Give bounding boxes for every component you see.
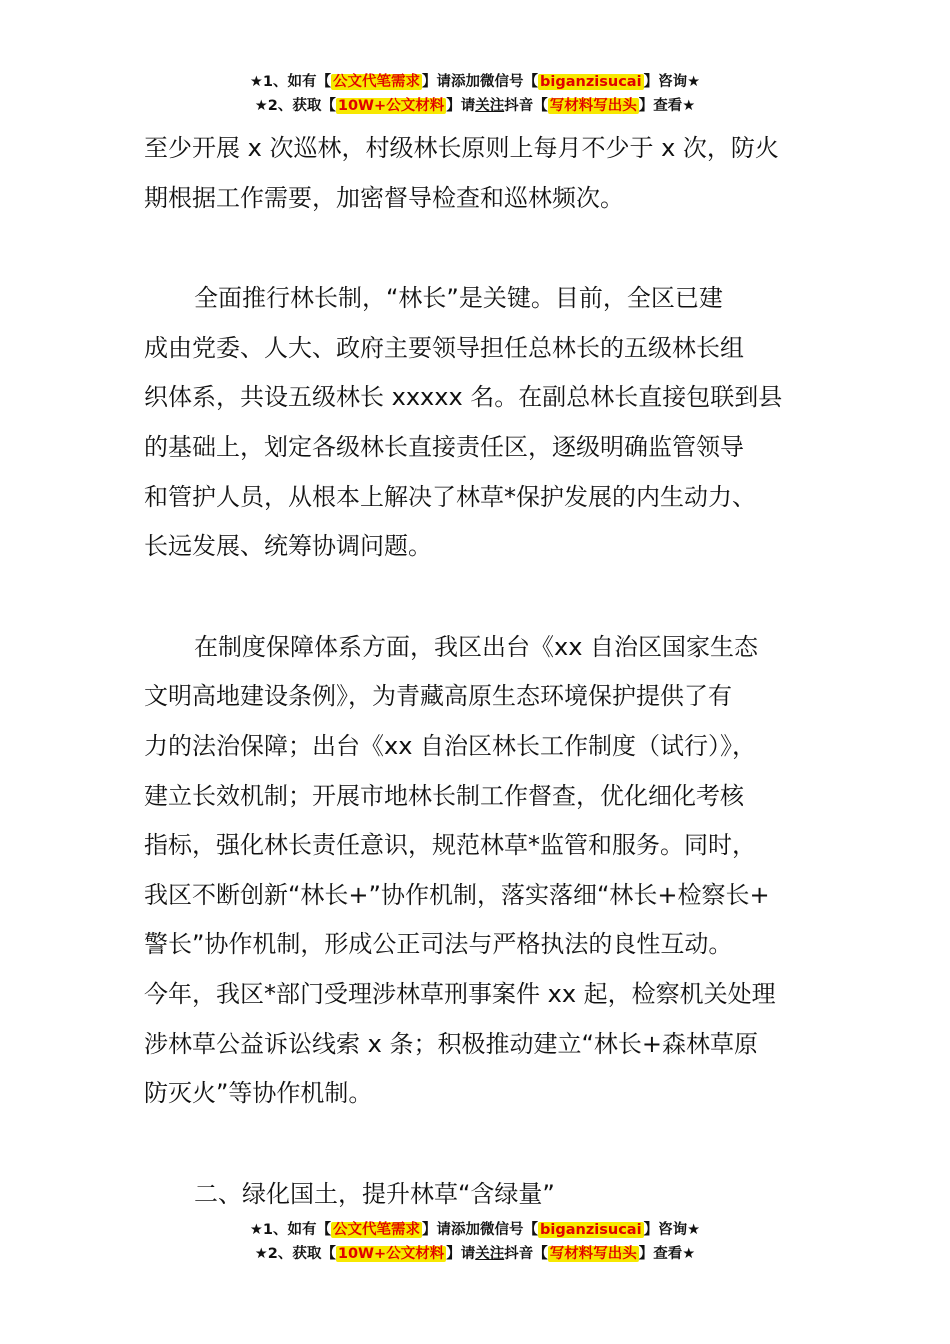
- top-banner: [0, 70, 950, 118]
- banner-line-1: ★1、如有【 公文代笔需求 】请添加微信号【 biganzisucai 】咨询★: [249, 74, 701, 90]
- highlight-service: 公文代笔需求: [333, 74, 421, 90]
- paragraph-2-line-4: 的基础上，划定各级林长直接责任区，逐级明确监管领导: [144, 432, 744, 461]
- paragraph-3-line-4: 建立长效机制；开展市地林长制工作督查，优化细化考核: [144, 781, 744, 810]
- paragraph-3-line-2: 文明高地建设条例》，为青藏高原生态环境保护提供了有: [144, 682, 732, 711]
- paragraph-3-line-8: 今年，我区*部门受理涉林草刑事案件 xx 起，检察机关处理: [144, 979, 776, 1008]
- footer-highlight-wechat-id: biganzisucai: [540, 1222, 642, 1238]
- paragraph-3-line-5: 指标，强化林长责任意识，规范林草*监管和服务。同时，: [144, 831, 756, 860]
- footer-highlight-service: 公文代笔需求: [333, 1222, 421, 1238]
- footer-highlight-materials: 10W+公文材料: [337, 1246, 445, 1262]
- paragraph-3-line-6: 我区不断创新“林长+”协作机制，落实落细“林长+检察长+: [144, 880, 770, 909]
- section-heading: 二、绿化国土，提升林草“含绿量”: [194, 1179, 555, 1208]
- paragraph-2-line-2: 成由党委、人大、政府主要领导担任总林长的五级林长组: [144, 333, 744, 362]
- document-body: [144, 124, 816, 1219]
- footer-line-2: ★2、获取【 10W+公文材料 】请关注抖音【 写材料写出头 】查看★: [254, 1246, 696, 1262]
- paragraph-2-line-5: 和管护人员，从根本上解决了林草*保护发展的内生动力、: [144, 482, 756, 511]
- banner-line-2: ★2、获取【 10W+公文材料 】请关注抖音【 写材料写出头 】查看★: [254, 98, 696, 114]
- paragraph-2-line-1: 全面推行林长制，“林长”是关键。目前，全区已建: [194, 284, 723, 313]
- highlight-douyin: 写材料写出头: [549, 98, 637, 114]
- paragraph-1-line-2: 期根据工作需要，加密督导检查和巡林频次。: [144, 183, 624, 212]
- paragraph-3-line-1: 在制度保障体系方面，我区出台《xx 自治区国家生态: [194, 632, 759, 661]
- paragraph-1-line-1: 至少开展 x 次巡林，村级林长原则上每月不少于 x 次，防火: [144, 134, 779, 162]
- paragraph-3-line-3: 力的法治保障；出台《xx 自治区林长工作制度（试行）》，: [144, 731, 757, 760]
- highlight-wechat-id: biganzisucai: [540, 74, 642, 90]
- paragraph-3-line-9: 涉林草公益诉讼线索 x 条；积极推动建立“林长+森林草原: [144, 1029, 759, 1058]
- paragraph-2-line-6: 长远发展、统筹协调问题。: [144, 532, 432, 561]
- highlight-materials: 10W+公文材料: [337, 98, 445, 114]
- paragraph-3-line-7: 警长”协作机制，形成公正司法与严格执法的良性互动。: [144, 930, 733, 959]
- footer-highlight-douyin: 写材料写出头: [549, 1246, 637, 1262]
- bottom-banner: [0, 1218, 950, 1266]
- paragraph-2-line-3: 织体系，共设五级林长 xxxxx 名。在副总林长直接包联到县: [144, 383, 783, 412]
- footer-line-1: ★1、如有【 公文代笔需求 】请添加微信号【 biganzisucai 】咨询★: [249, 1222, 701, 1238]
- paragraph-3-line-10: 防灭火”等协作机制。: [144, 1079, 373, 1108]
